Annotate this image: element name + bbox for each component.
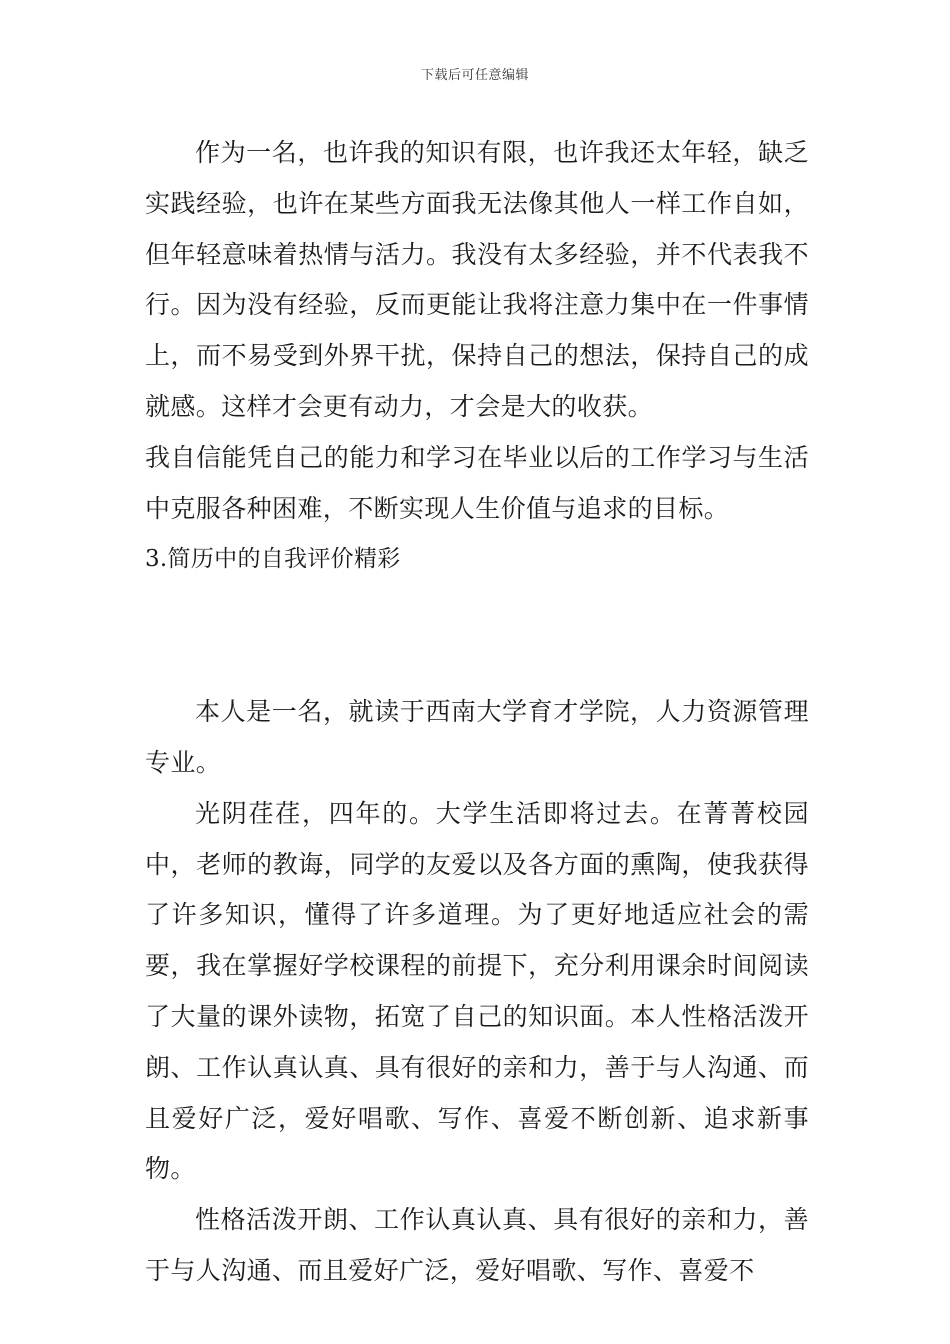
document-body — [145, 128, 809, 1297]
paragraph-introduction: 本人是一名，就读于西南大学育才学院，人力资源管理专业。 — [145, 697, 809, 777]
paragraph-self-assessment: 作为一名，也许我的知识有限，也许我还太年轻，缺乏实践经验，也许在某些方面我无法像其他人一样工作自如，但年轻意味着热情与活力。我没有太多经验，并不代表我不行。因为没有经验，反而更能让我将注意力集中在一件事情上，而不易受到外界干扰，保持自己的想法，保持自己的成就感。这样才会更有动力，才会是大的收获。 — [145, 138, 809, 421]
paragraph-personality: 性格活泼开朗、工作认真认真、具有很好的亲和力，善于与人沟通、而且爱好广泛，爱好唱歌、写作、喜爱不 — [145, 1205, 809, 1285]
page-header-note: 下载后可任意编辑 — [420, 68, 529, 83]
section-heading: 3.简历中的自我评价精彩 — [145, 546, 401, 573]
paragraph-college-life: 光阴荏荏，四年的。大学生活即将过去。在菁菁校园中，老师的教诲，同学的友爱以及各方面的熏陶，使我获得了许多知识，懂得了许多道理。为了更好地适应社会的需要，我在掌握好学校课程的前提下，充分利用课余时间阅读了大量的课外读物，拓宽了自己的知识面。本人性格活泼开朗、工作认真认真、具有很好的亲和力，善于与人沟通、而且爱好广泛，爱好唱歌、写作、喜爱不断创新、追求新事物。 — [145, 798, 809, 1184]
blank-space — [145, 585, 809, 687]
paragraph-confidence: 我自信能凭自己的能力和学习在毕业以后的工作学习与生活中克服各种困难，不断实现人生价值与追求的目标。 — [145, 442, 809, 523]
